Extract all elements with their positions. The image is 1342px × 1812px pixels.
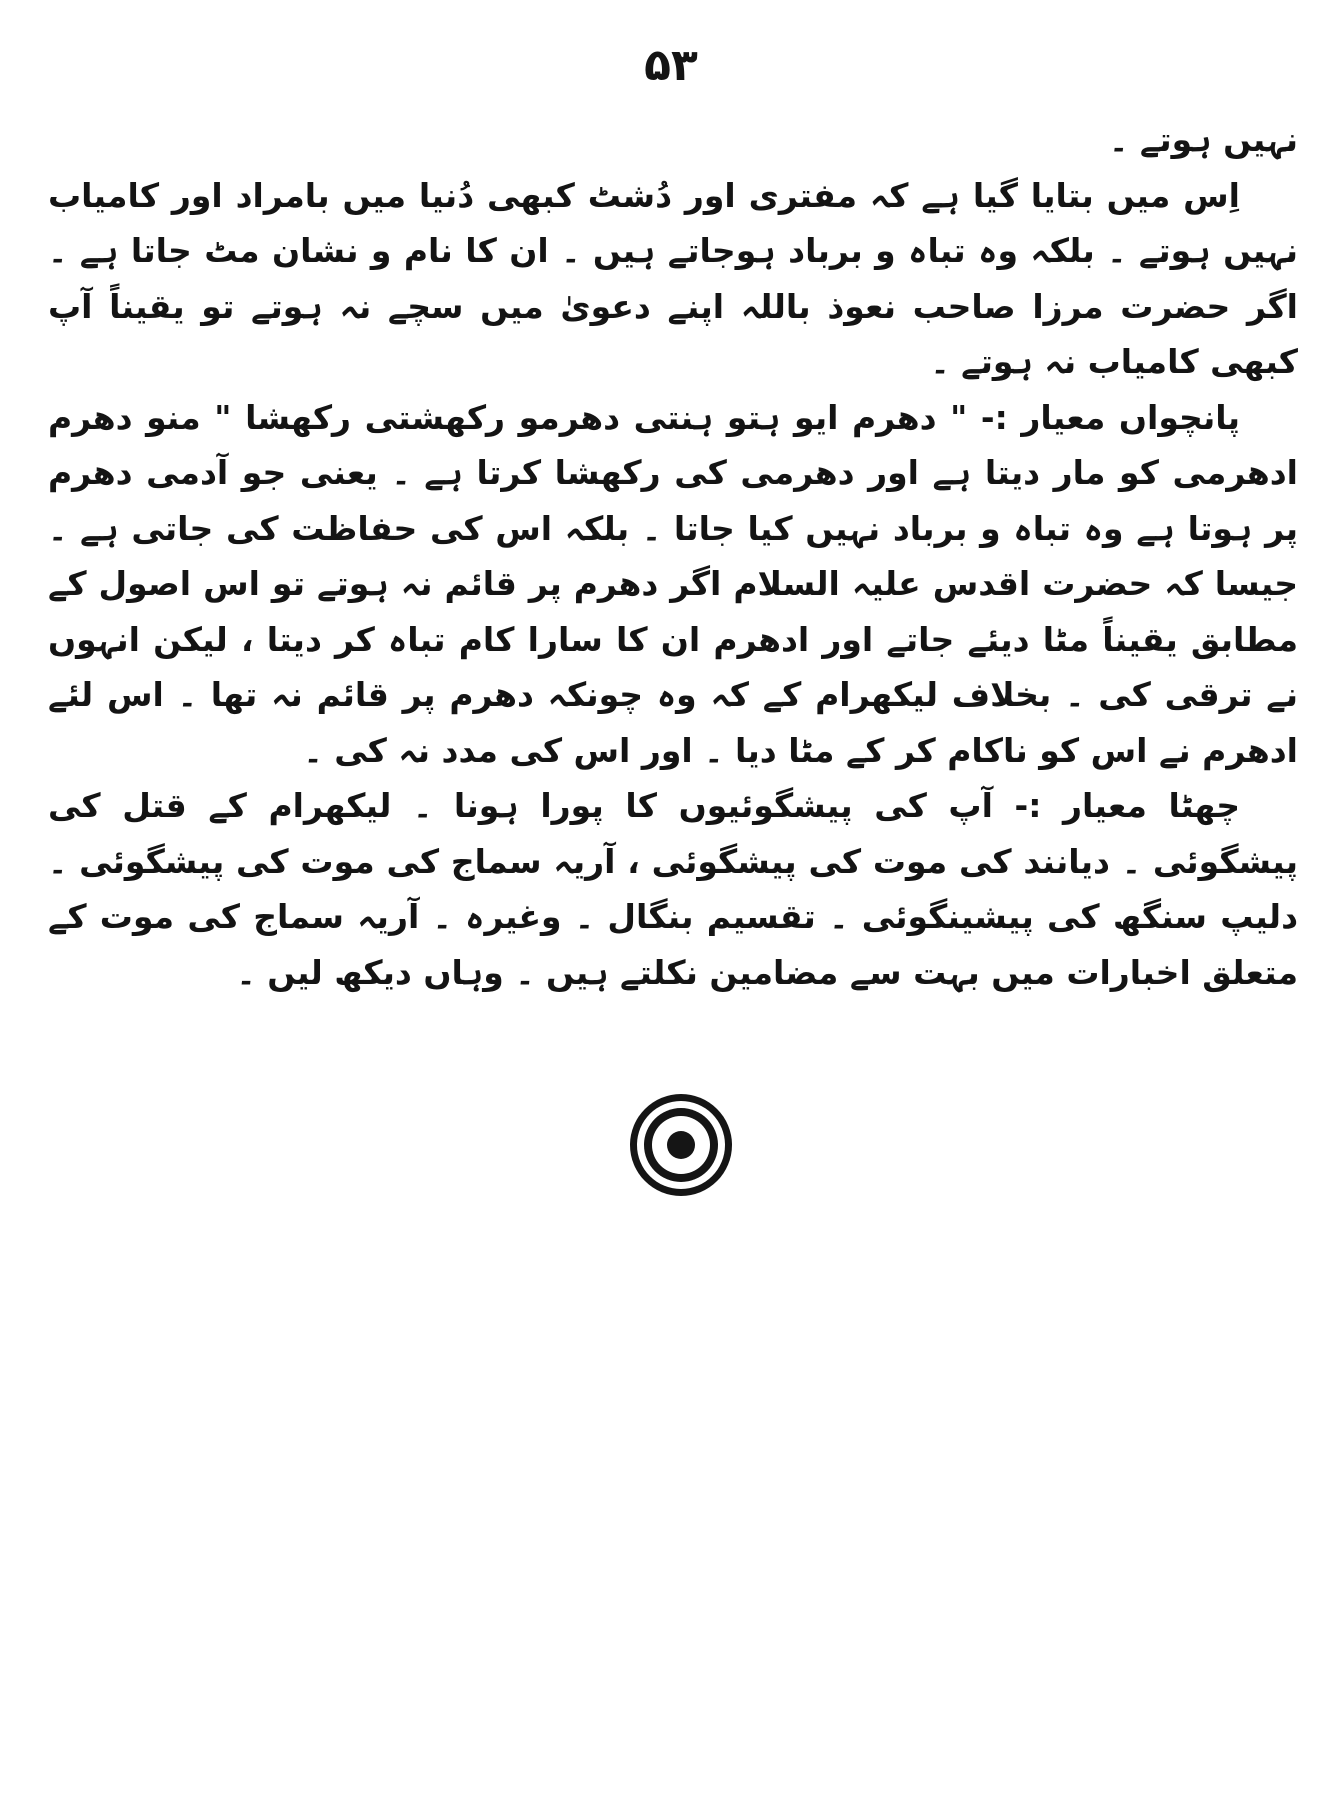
concentric-circles-icon [626, 1090, 736, 1200]
page-number: ۵۳ [644, 40, 698, 91]
paragraph-fifth-criterion: پانچواں معیار :- " دھرم ایو ہتو ہنتی دھرمو رکھشتی رکھشا " منو دھرم ادھرمی کو مار دیتا ہے اور دھرمی کی رکھشا کرتا ہے ۔ یعنی جو آدمی دھرم پر ہوتا ہے وہ تباہ و برباد نہیں کیا جاتا ۔ بلکہ اس کی حفاظت کی جاتی ہے ۔ جیسا کہ حضرت اقدس علیہ السلام اگر دھرم پر قائم نہ ہوتے تو اس اصول کے مطابق یقیناً مٹا دیئے جاتے اور ادھرم ان کا سارا کام تباہ کر دیتا ، لیکن انہوں نے ترقی کی ۔ بخلاف لیکھرام کے کہ وہ چونکہ دھرم پر قائم نہ تھا ۔ اس لئے ادھرم نے اس کو ناکام کر کے مٹا دیا ۔ اور اس کی مدد نہ کی ۔ [48, 397, 1298, 770]
body-text [48, 112, 1298, 1000]
paragraph-sixth-criterion: چھٹا معیار :- آپ کی پیشگوئیوں کا پورا ہونا ۔ لیکھرام کے قتل کی پیشگوئی ۔ دیانند کی موت کی پیشگوئی ، آریہ سماج کی موت کی پیشگوئی ۔ دلیپ سنگھ کی پیشینگوئی ۔ تقسیم بنگال ۔ وغیرہ ۔ آریہ سماج کی موت کے متعلق اخبارات میں بہت سے مضامین نکلتے ہیں ۔ وہاں دیکھ لیں ۔ [48, 786, 1298, 992]
paragraph-continuation: نہیں ہوتے ۔ [1109, 120, 1298, 159]
paragraph-mufatri: اِس میں بتایا گیا ہے کہ مفتری اور دُشٹ کبھی دُنیا میں بامراد اور کامیاب نہیں ہوتے ۔ بلکہ وہ تباہ و برباد ہوجاتے ہیں ۔ ان کا نام و نشان مٹ جاتا ہے ۔ اگر حضرت مرزا صاحب نعوذ باللہ اپنے دعویٰ میں سچے نہ ہوتے تو یقیناً آپ کبھی کامیاب نہ ہوتے ۔ [48, 175, 1298, 381]
